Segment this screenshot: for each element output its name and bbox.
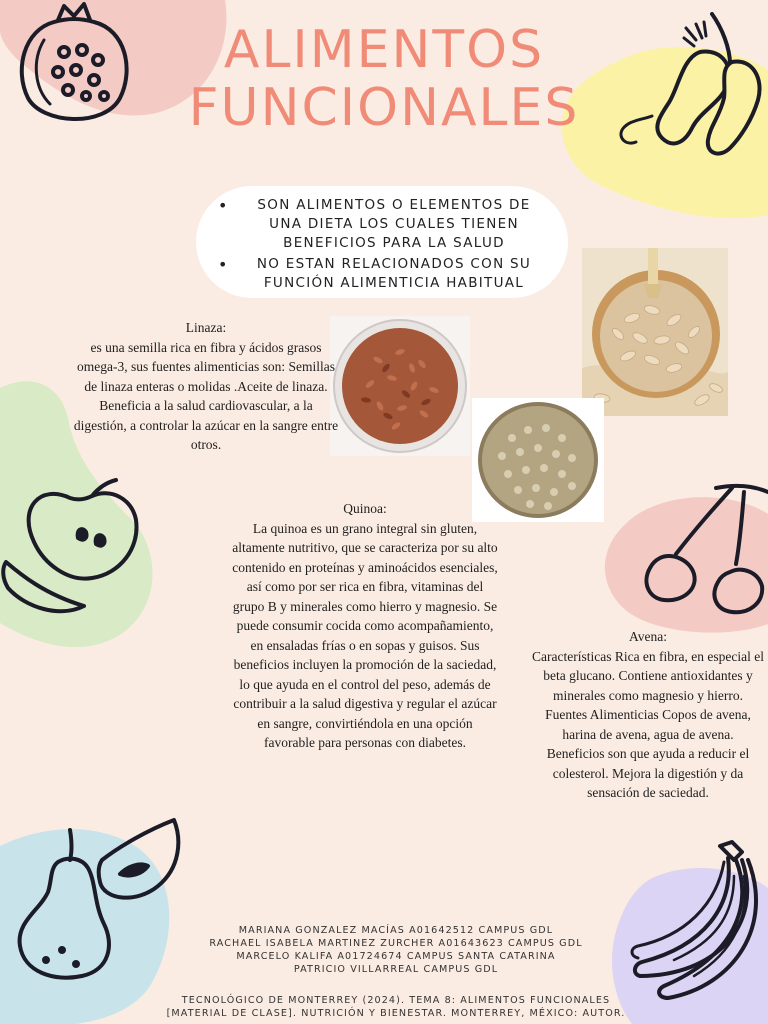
author-line: RACHAEL ISABELA MARTINEZ ZURCHER A01643623 CAMPUS GDL	[209, 938, 583, 949]
cherries-icon	[636, 478, 768, 618]
flaxseed-bowl-image	[330, 316, 470, 456]
linaza-heading: Linaza:	[185, 320, 227, 335]
citation	[0, 994, 768, 1020]
title-line-1: ALIMENTOS	[223, 20, 545, 80]
quinoa-section	[232, 499, 498, 753]
intro-box	[196, 186, 568, 298]
authors-list	[0, 924, 768, 976]
author-line: MARCELO KALIFA A01724674 CAMPUS SANTA CATARINA	[236, 951, 556, 962]
quinoa-body: La quinoa es un grano integral sin gluten, altamente nutritivo, que se caracteriza por su alto contenido en proteínas y aminoácidos esenciales, así como por ser rica en fibra, vitaminas del grupo B y minerales como hierro y magnesio. Se puede consumir cocida como acompañamiento, en ensaladas frías o en sopas y guisos. Sus beneficios incluyen la promoción de la saciedad, lo que ayuda en el control del peso, además de contribuir a la salud digestiva y regular el azúcar en sangre, convirtiéndola en una opción favorable para personas con diabetes.	[232, 520, 498, 750]
author-line: MARIANA GONZALEZ MACÍAS A01642512 CAMPUS GDL	[238, 925, 554, 936]
avena-section	[530, 627, 766, 803]
oats-bowl-image	[582, 248, 728, 416]
pomegranate-icon	[14, 0, 134, 130]
avena-benefits: Beneficios son que ayuda a reducir el colesterol. Mejora la digestión y da sensación de saciedad.	[546, 746, 750, 800]
avena-heading: Avena:	[629, 629, 667, 644]
linaza-body: es una semilla rica en fibra y ácidos grasos omega-3, sus fuentes alimenticias son: Semillas de linaza enteras o molidas .Aceite de linaza. Beneficia a la salud cardiovascular, a la digestión, a controlar la azúcar en la sangre entre otros.	[73, 339, 339, 452]
title-line-2: FUNCIONALES	[188, 78, 580, 138]
intro-list	[218, 196, 548, 295]
apple-icon	[0, 478, 150, 628]
avena-characteristics: Características Rica en fibra, en especial el beta glucano. Contiene antioxidantes y minerales como magnesio y hierro.	[531, 648, 764, 703]
citation-line: [MATERIAL DE CLASE]. NUTRICIÓN Y BIENESTAR. MONTERREY, MÉXICO: AUTOR.	[166, 1008, 626, 1019]
tamarind-icon	[612, 8, 768, 168]
linaza-section	[72, 318, 340, 455]
author-line: PATRICIO VILLARREAL CAMPUS GDL	[293, 964, 499, 975]
intro-item: • SON ALIMENTOS O ELEMENTOS DE UNA DIETA LOS CUALES TIENEN BENEFICIOS PARA LA SALUD	[218, 196, 548, 253]
avena-sources: Fuentes Alimenticias Copos de avena, harina de avena, agua de avena.	[545, 707, 751, 742]
citation-line: TECNOLÓGICO DE MONTERREY (2024). TEMA 8: ALIMENTOS FUNCIONALES	[181, 995, 611, 1006]
quinoa-heading: Quinoa:	[343, 501, 387, 516]
intro-item: • NO ESTAN RELACIONADOS CON SU FUNCIÓN ALIMENTICIA HABITUAL	[218, 255, 548, 293]
